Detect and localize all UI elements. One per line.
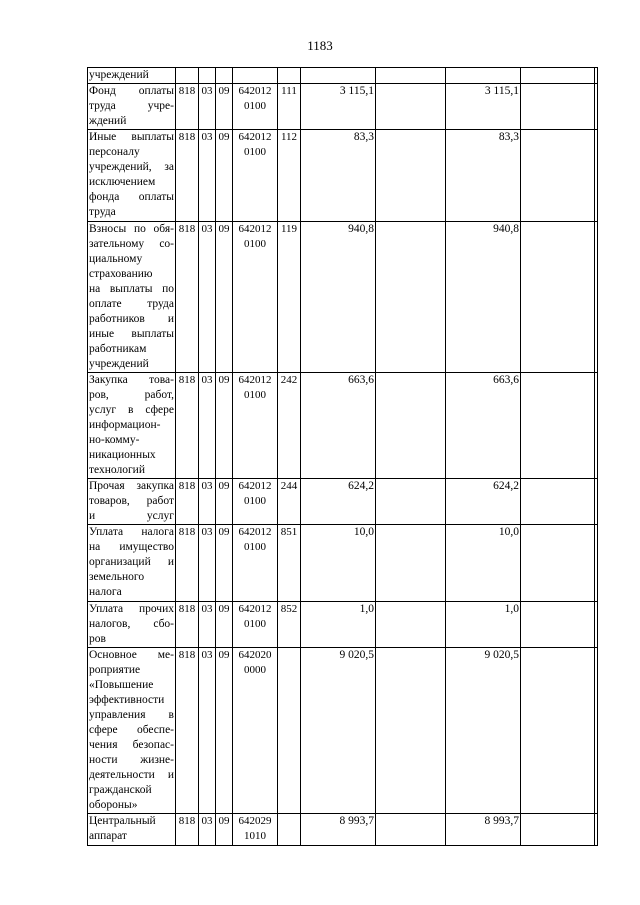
- code-vr: 119: [278, 222, 301, 373]
- amount-total: [301, 68, 376, 84]
- code-csr-line: 642012: [238, 603, 272, 615]
- row-name-line: и услуг: [89, 510, 174, 522]
- row-name-line: исключением: [89, 176, 156, 188]
- amount-col4: [521, 602, 595, 648]
- row-name-line: роприятие: [89, 664, 141, 676]
- code-csr: [233, 130, 278, 222]
- row-name: [88, 479, 176, 525]
- code-rz: 03: [199, 602, 216, 648]
- page-number: 1183: [307, 38, 333, 53]
- amount-total: 940,8: [301, 222, 376, 373]
- code-csr: [233, 84, 278, 130]
- amount-col5: [595, 84, 598, 130]
- code-vr: [278, 648, 301, 814]
- code-csr: [233, 814, 278, 846]
- row-name-line: «Повышение: [89, 679, 154, 691]
- code-gr: 818: [176, 648, 199, 814]
- row-name-line: учреждений: [89, 69, 149, 81]
- row-name-line: никационных: [89, 449, 156, 461]
- code-csr-line: 642012: [238, 131, 272, 143]
- code-csr-line: 642012: [238, 85, 272, 97]
- amount-total: 9 020,5: [301, 648, 376, 814]
- amount-total: 624,2: [301, 479, 376, 525]
- row-name-line: труда: [89, 206, 116, 218]
- amount-col3: 10,0: [446, 525, 521, 602]
- code-vr: [278, 68, 301, 84]
- code-pr: 09: [216, 648, 233, 814]
- amount-col4: [521, 84, 595, 130]
- amount-col4: [521, 479, 595, 525]
- row-name-line: иные выплаты: [89, 328, 174, 340]
- code-csr-line: 0100: [244, 238, 266, 250]
- row-name-line: организаций и: [89, 556, 174, 568]
- table-row: [88, 814, 598, 846]
- row-name: [88, 602, 176, 648]
- row-name: [88, 814, 176, 846]
- row-name: [88, 373, 176, 479]
- amount-total: 663,6: [301, 373, 376, 479]
- code-csr: [233, 373, 278, 479]
- code-gr: 818: [176, 84, 199, 130]
- code-rz: 03: [199, 84, 216, 130]
- code-vr: 244: [278, 479, 301, 525]
- code-csr: [233, 602, 278, 648]
- row-name-line: товаров, работ: [89, 495, 174, 507]
- amount-total: 83,3: [301, 130, 376, 222]
- row-name-line: ждений: [89, 115, 127, 127]
- table-row: [88, 130, 598, 222]
- row-name-line: ров, работ,: [89, 389, 174, 401]
- row-name-line: Прочая закупка: [89, 480, 174, 492]
- row-name-line: технологий: [89, 464, 145, 476]
- code-pr: 09: [216, 222, 233, 373]
- budget-table-body: [88, 68, 598, 846]
- row-name-line: чения безопас-: [89, 739, 174, 751]
- amount-col5: [595, 68, 598, 84]
- row-name-line: оплате труда: [89, 298, 174, 310]
- code-gr: 818: [176, 814, 199, 846]
- code-rz: 03: [199, 814, 216, 846]
- amount-col4: [521, 814, 595, 846]
- code-csr-line: 0100: [244, 389, 266, 401]
- amount-col5: [595, 525, 598, 602]
- row-name: [88, 68, 176, 84]
- code-vr: 242: [278, 373, 301, 479]
- amount-col2: [376, 602, 446, 648]
- row-name-line: гражданской: [89, 784, 152, 796]
- amount-col4: [521, 130, 595, 222]
- row-name-line: труда учре-: [89, 100, 174, 112]
- row-name-line: услуг в сфере: [89, 404, 174, 416]
- row-name-line: Закупка това-: [89, 374, 174, 386]
- code-csr: [233, 525, 278, 602]
- code-csr: [233, 222, 278, 373]
- amount-col3: 624,2: [446, 479, 521, 525]
- amount-col2: [376, 525, 446, 602]
- amount-col3: 663,6: [446, 373, 521, 479]
- code-pr: 09: [216, 479, 233, 525]
- row-name-line: обороны»: [89, 799, 138, 811]
- row-name-line: страхованию: [89, 268, 153, 280]
- code-gr: 818: [176, 373, 199, 479]
- code-rz: [199, 68, 216, 84]
- row-name-line: Иные выплаты: [89, 131, 174, 143]
- code-pr: 09: [216, 814, 233, 846]
- code-pr: 09: [216, 84, 233, 130]
- amount-col2: [376, 814, 446, 846]
- table-row: [88, 479, 598, 525]
- amount-col3: [446, 68, 521, 84]
- amount-total: 3 115,1: [301, 84, 376, 130]
- code-csr-line: 642012: [238, 374, 272, 386]
- amount-col3: 83,3: [446, 130, 521, 222]
- code-csr-line: 0100: [244, 618, 266, 630]
- row-name-line: Взносы по обя-: [89, 223, 174, 235]
- row-name-line: земельного: [89, 571, 145, 583]
- code-pr: 09: [216, 602, 233, 648]
- amount-col4: [521, 525, 595, 602]
- amount-col2: [376, 68, 446, 84]
- table-row: [88, 525, 598, 602]
- code-rz: 03: [199, 222, 216, 373]
- code-vr: 852: [278, 602, 301, 648]
- budget-table: [87, 67, 598, 846]
- code-gr: 818: [176, 222, 199, 373]
- code-csr: [233, 648, 278, 814]
- row-name-line: на имущество: [89, 541, 174, 553]
- amount-col3: 8 993,7: [446, 814, 521, 846]
- row-name-line: зательному со-: [89, 238, 174, 250]
- row-name: [88, 222, 176, 373]
- row-name-line: работникам: [89, 343, 147, 355]
- code-csr: [233, 68, 278, 84]
- code-csr-line: 642012: [238, 480, 272, 492]
- amount-col2: [376, 479, 446, 525]
- amount-col5: [595, 222, 598, 373]
- row-name-line: на выплаты по: [89, 283, 174, 295]
- amount-col5: [595, 130, 598, 222]
- code-gr: 818: [176, 602, 199, 648]
- row-name-line: но-комму-: [89, 434, 140, 446]
- code-vr: [278, 814, 301, 846]
- amount-col5: [595, 648, 598, 814]
- row-name-line: налога: [89, 586, 122, 598]
- amount-col5: [595, 479, 598, 525]
- amount-col5: [595, 602, 598, 648]
- amount-col4: [521, 68, 595, 84]
- code-gr: [176, 68, 199, 84]
- table-row: [88, 84, 598, 130]
- amount-col2: [376, 373, 446, 479]
- code-vr: 851: [278, 525, 301, 602]
- code-csr-line: 0000: [244, 664, 266, 676]
- code-pr: 09: [216, 525, 233, 602]
- row-name-line: фонда оплаты: [89, 191, 174, 203]
- code-csr-line: 0100: [244, 495, 266, 507]
- code-csr-line: 1010: [244, 830, 266, 842]
- code-csr-line: 642012: [238, 526, 272, 538]
- amount-col5: [595, 373, 598, 479]
- amount-total: 10,0: [301, 525, 376, 602]
- table-row: [88, 222, 598, 373]
- amount-col5: [595, 814, 598, 846]
- row-name-line: налогов, сбо-: [89, 618, 174, 630]
- row-name-line: ров: [89, 633, 106, 645]
- row-name-line: управления в: [89, 709, 174, 721]
- row-name-line: работников и: [89, 313, 174, 325]
- row-name-line: деятельности и: [89, 769, 174, 781]
- code-csr-line: 0100: [244, 146, 266, 158]
- row-name-line: Основное ме-: [89, 649, 174, 661]
- row-name-line: сфере обеспе-: [89, 724, 174, 736]
- code-vr: 112: [278, 130, 301, 222]
- amount-col3: 1,0: [446, 602, 521, 648]
- amount-col3: 9 020,5: [446, 648, 521, 814]
- code-csr-line: 642020: [238, 649, 272, 661]
- code-rz: 03: [199, 525, 216, 602]
- code-csr-line: 0100: [244, 541, 266, 553]
- row-name-line: циальному: [89, 253, 143, 265]
- row-name-line: Центральный: [89, 815, 156, 827]
- code-csr: [233, 479, 278, 525]
- amount-col2: [376, 222, 446, 373]
- code-vr: 111: [278, 84, 301, 130]
- row-name-line: учреждений, за: [89, 161, 174, 173]
- amount-total: 8 993,7: [301, 814, 376, 846]
- row-name-line: персоналу: [89, 146, 140, 158]
- row-name-line: информацион-: [89, 419, 161, 431]
- code-pr: [216, 68, 233, 84]
- row-name-line: учреждений: [89, 358, 149, 370]
- row-name-line: эффективности: [89, 694, 165, 706]
- code-gr: 818: [176, 479, 199, 525]
- code-pr: 09: [216, 130, 233, 222]
- amount-col2: [376, 648, 446, 814]
- code-rz: 03: [199, 648, 216, 814]
- code-gr: 818: [176, 130, 199, 222]
- code-csr-line: 0100: [244, 100, 266, 112]
- code-csr-line: 642029: [238, 815, 272, 827]
- row-name-line: Уплата прочих: [89, 603, 174, 615]
- code-csr-line: 642012: [238, 223, 272, 235]
- row-name-line: Фонд оплаты: [89, 85, 174, 97]
- amount-col3: 3 115,1: [446, 84, 521, 130]
- amount-total: 1,0: [301, 602, 376, 648]
- row-name-line: Уплата налога: [89, 526, 174, 538]
- amount-col2: [376, 130, 446, 222]
- table-row: [88, 602, 598, 648]
- row-name: [88, 648, 176, 814]
- amount-col4: [521, 648, 595, 814]
- amount-col4: [521, 373, 595, 479]
- amount-col4: [521, 222, 595, 373]
- code-rz: 03: [199, 479, 216, 525]
- table-row: [88, 648, 598, 814]
- code-pr: 09: [216, 373, 233, 479]
- amount-col3: 940,8: [446, 222, 521, 373]
- code-rz: 03: [199, 373, 216, 479]
- amount-col2: [376, 84, 446, 130]
- row-name: [88, 130, 176, 222]
- row-name-line: ности жизне-: [89, 754, 174, 766]
- table-row: [88, 373, 598, 479]
- table-row: [88, 68, 598, 84]
- code-gr: 818: [176, 525, 199, 602]
- row-name: [88, 84, 176, 130]
- row-name-line: аппарат: [89, 830, 127, 842]
- code-rz: 03: [199, 130, 216, 222]
- row-name: [88, 525, 176, 602]
